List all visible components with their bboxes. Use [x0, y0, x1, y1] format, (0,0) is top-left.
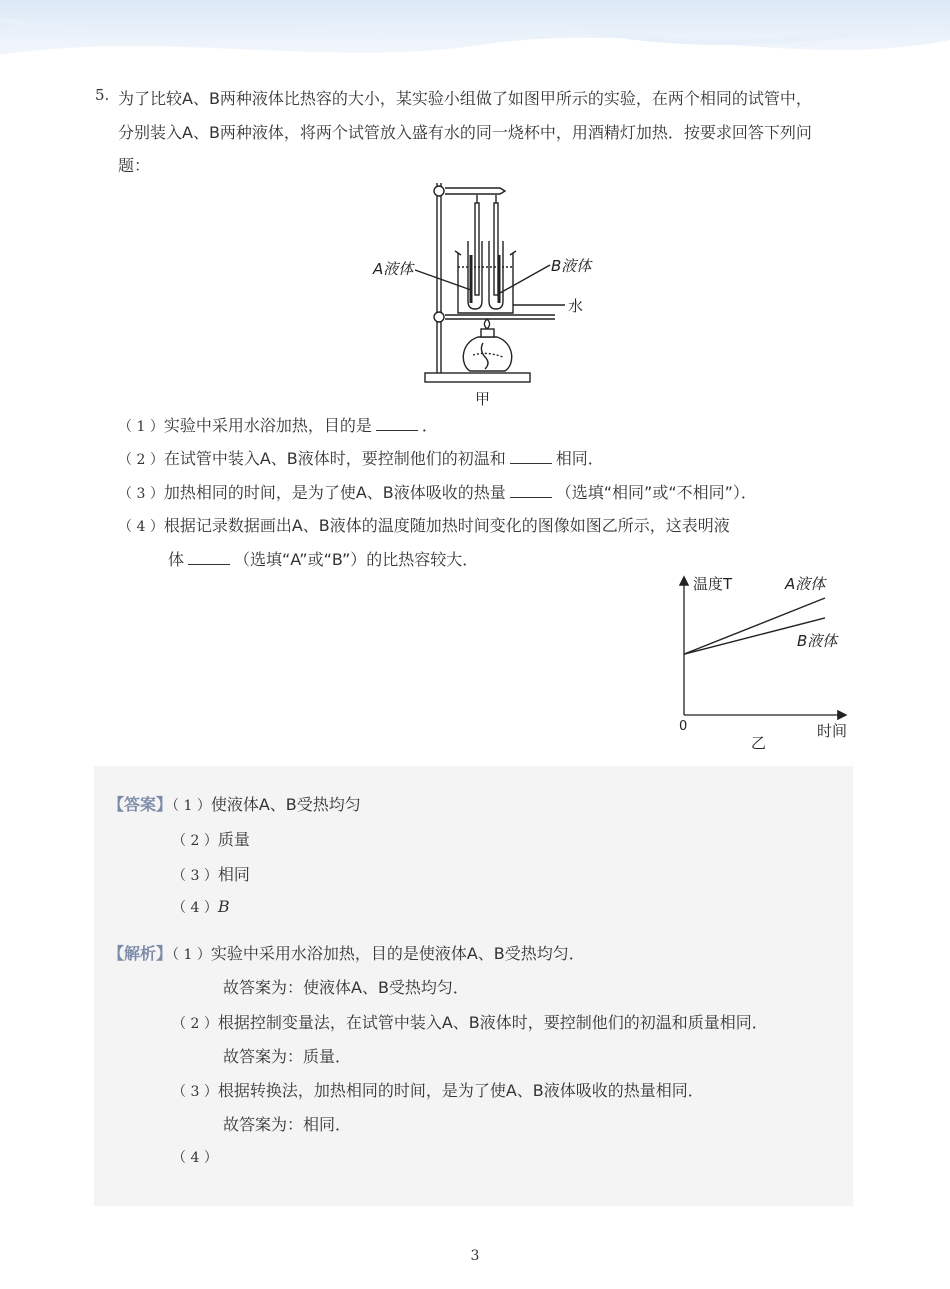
- analysis-tag: 【解析】: [108, 944, 173, 963]
- figure-apparatus: [365, 175, 625, 410]
- sub1-text: 实验中采用水浴加热，目的是: [163, 416, 372, 435]
- blank-1[interactable]: [376, 417, 418, 431]
- answer-row-1: 【答案】（ 1 ）使液体A、B受热均匀: [108, 795, 361, 814]
- answer-4-text: B: [217, 897, 230, 916]
- label-liquid-a: A液体: [373, 260, 414, 278]
- sub4-line2-text: 体: [168, 550, 185, 569]
- beaker: [458, 253, 513, 313]
- sub4-after: （选填“A”或“B”）的比热容较大．: [234, 550, 479, 569]
- answer-2-num: 2: [190, 833, 200, 849]
- label-liquid-b: B液体: [551, 257, 592, 275]
- header-wave-decoration: [0, 0, 950, 70]
- analysis-3-result: 故答案为：相同．: [223, 1115, 352, 1134]
- figure-temperature-chart: [665, 570, 865, 750]
- analysis-1-result: 故答案为：使液体A、B受热均匀．: [223, 978, 469, 997]
- sub3-num: 3: [136, 486, 146, 502]
- subquestion-2: （ 2 ）在试管中装入A、B液体时，要控制他们的初温和 相同．: [118, 449, 604, 468]
- analysis-2-text: 根据控制变量法，在试管中装入A、B液体时，要控制他们的初温和质量相同．: [217, 1013, 768, 1032]
- analysis-1-num: 1: [183, 947, 193, 963]
- answer-3-num: 3: [190, 868, 200, 884]
- subquestion-3: （ 3 ）加热相同的时间，是为了使A、B液体吸收的热量 （选填“相同”或“不相同”）．: [118, 483, 757, 502]
- y-axis-label: 温度T: [693, 575, 733, 593]
- answer-1-num: 1: [183, 798, 193, 814]
- analysis-2-num: 2: [190, 1016, 200, 1032]
- series-label-b: B液体: [797, 632, 838, 650]
- analysis-2-result: 故答案为：质量．: [223, 1047, 352, 1066]
- answer-row-3: （ 3 ）相同: [172, 865, 250, 884]
- analysis-row-4: （ 4 ）: [172, 1150, 218, 1166]
- blank-2[interactable]: [510, 450, 552, 464]
- analysis-1-text: 实验中采用水浴加热，目的是使液体A、B受热均匀．: [210, 944, 585, 963]
- test-tube-b: [489, 241, 503, 309]
- figure2-caption: 乙: [751, 734, 767, 750]
- pointer-b: [500, 265, 550, 293]
- pointer-a: [415, 270, 471, 290]
- series-label-a: A液体: [785, 575, 826, 593]
- question-number: 5.: [95, 86, 110, 104]
- answer-4-num: 4: [190, 900, 200, 916]
- question-line-1: 为了比较A、B两种液体比热容的大小，某实验小组做了如图甲所示的实验，在两个相同的试管中，: [118, 89, 812, 108]
- analysis-3-num: 3: [190, 1084, 200, 1100]
- answer-row-2: （ 2 ）质量: [172, 830, 250, 849]
- blank-4[interactable]: [188, 551, 230, 565]
- x-axis-label: 时间: [817, 722, 848, 740]
- subquestion-4: （ 4 ）根据记录数据画出A、B液体的温度随加热时间变化的图像如图乙所示，这表明液: [118, 516, 730, 535]
- sub2-num: 2: [136, 452, 146, 468]
- page-number: 3: [470, 1248, 480, 1264]
- analysis-3-text: 根据转换法，加热相同的时间，是为了使A、B液体吸收的热量相同．: [217, 1081, 704, 1100]
- analysis-row-3: （ 3 ）根据转换法，加热相同的时间，是为了使A、B液体吸收的热量相同．: [172, 1081, 704, 1100]
- answer-3-text: 相同: [217, 865, 250, 884]
- sub1-num: 1: [136, 419, 146, 435]
- answer-tag: 【答案】: [108, 795, 173, 814]
- sub4-text: 根据记录数据画出A、B液体的温度随加热时间变化的图像如图乙所示，这表明液: [163, 516, 730, 535]
- figure1-caption: 甲: [475, 390, 491, 408]
- analysis-row-2: （ 2 ）根据控制变量法，在试管中装入A、B液体时，要控制他们的初温和质量相同．: [172, 1013, 768, 1032]
- answer-row-4: （ 4 ）B: [172, 897, 230, 916]
- thermometer-b: [494, 203, 498, 295]
- sub2-text: 在试管中装入A、B液体时，要控制他们的初温和: [163, 449, 506, 468]
- subquestion-4-line2: [168, 547, 478, 570]
- thermometer-a: [475, 203, 479, 295]
- sub1-after: ．: [421, 416, 438, 435]
- blank-3[interactable]: [510, 484, 552, 498]
- sub3-text: 加热相同的时间，是为了使A、B液体吸收的热量: [163, 483, 506, 502]
- answer-2-text: 质量: [217, 830, 250, 849]
- origin-label: 0: [679, 719, 688, 734]
- question-line-2: 分别装入A、B两种液体，将两个试管放入盛有水的同一烧杯中，用酒精灯加热．按要求回答下列问: [118, 123, 812, 142]
- answer-1-text: 使液体A、B受热均匀: [210, 795, 361, 814]
- analysis-4-num: 4: [190, 1150, 200, 1166]
- sub3-after: （选填“相同”或“不相同”）．: [555, 483, 757, 502]
- sub2-after: 相同．: [555, 449, 604, 468]
- stand-base: [425, 373, 530, 382]
- question-line-3: 题：: [118, 156, 151, 175]
- analysis-row-1: 【解析】（ 1 ）实验中采用水浴加热，目的是使液体A、B受热均匀．: [108, 944, 585, 963]
- sub4-num: 4: [136, 519, 146, 535]
- subquestion-1: （ 1 ）实验中采用水浴加热，目的是 ．: [118, 416, 438, 435]
- label-water: 水: [568, 297, 584, 315]
